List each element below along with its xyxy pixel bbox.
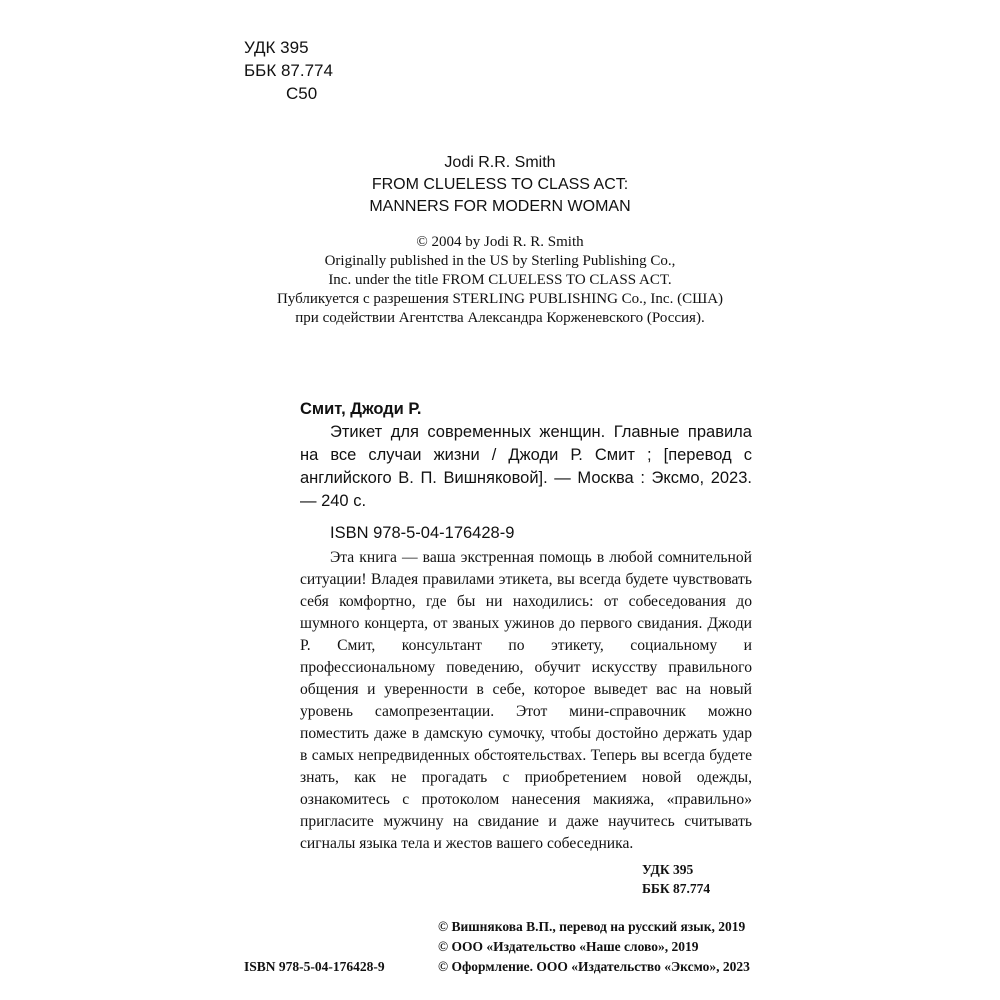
original-title-line: MANNERS FOR MODERN WOMAN — [369, 198, 631, 215]
copyright-line: © Вишнякова В.П., перевод на русский язык, 2019 — [438, 919, 746, 934]
copyright-block — [438, 917, 750, 977]
udk-code: УДК 395 — [244, 38, 309, 57]
original-title-block — [200, 152, 800, 218]
rights-line: © 2004 by Jodi R. R. Smith — [416, 234, 584, 250]
author-mark: С50 — [286, 84, 318, 103]
original-author: Jodi R.R. Smith — [444, 154, 556, 171]
record-description: Этикет для современных женщин. Главные правила на все случаи жизни / Джоди Р. Смит ; [перевод с английского В. П. Вишняковой]. — Москва : Эксмо, 2023. — 240 с. — [300, 423, 752, 510]
bbk-code: ББК 87.774 — [642, 881, 711, 896]
annotation-paragraph: Эта книга — ваша экстренная помощь в любой сомнительной ситуации! Владея правилами этикета, вы всегда будете чувствовать себя комфортно, где бы ни находились: от собеседования до шумного концерта, от званых ужинов до первого свидания. Джоди Р. Смит, консультант по этикету, социальному и профессиональному поведению, обучит искусству правильного общения и уверенности в себе, которое выведет вас на новый уровень самопрезентации. Этот мини-справочник можно поместить даже в дамскую сумочку, чтобы достойно держать удар в самых непредвиденных обстоятельствах. Теперь вы всегда будете знать, как не прогадать с приобретением новой одежды, ознакомитесь с протоколом нанесения макияжа, «правильно» пригласите мужчину на свидание и даже научитесь считывать сигналы языка тела и жестов вашего собеседника. — [300, 549, 752, 852]
rights-block — [200, 233, 800, 328]
udk-code: УДК 395 — [642, 862, 694, 877]
isbn-record: ISBN 978-5-04-176428-9 — [330, 524, 515, 542]
copyright-line: © ООО «Издательство «Наше слово», 2019 — [438, 939, 699, 954]
rights-line: Публикуется с разрешения STERLING PUBLISHING Co., Inc. (США) — [276, 291, 724, 307]
bibliographic-record — [300, 398, 752, 545]
classification-codes-top — [244, 36, 333, 105]
bbk-code: ББК 87.774 — [244, 61, 333, 80]
copyright-line: © Оформление. ООО «Издательство «Эксмо», 2023 — [438, 959, 750, 974]
original-title-line: FROM CLUELESS TO CLASS ACT: — [371, 176, 629, 193]
rights-line: Originally published in the US by Sterling Publishing Co., — [324, 253, 676, 269]
rights-line: при содействии Агентства Александра Корженевского (Россия). — [295, 310, 705, 326]
isbn-footer: ISBN 978-5-04-176428-9 — [244, 959, 385, 974]
classification-codes-bottom — [642, 860, 710, 898]
author-heading: Смит, Джоди Р. — [300, 400, 422, 418]
rights-line: Inc. under the title FROM CLUELESS TO CLASS ACT. — [328, 272, 672, 288]
